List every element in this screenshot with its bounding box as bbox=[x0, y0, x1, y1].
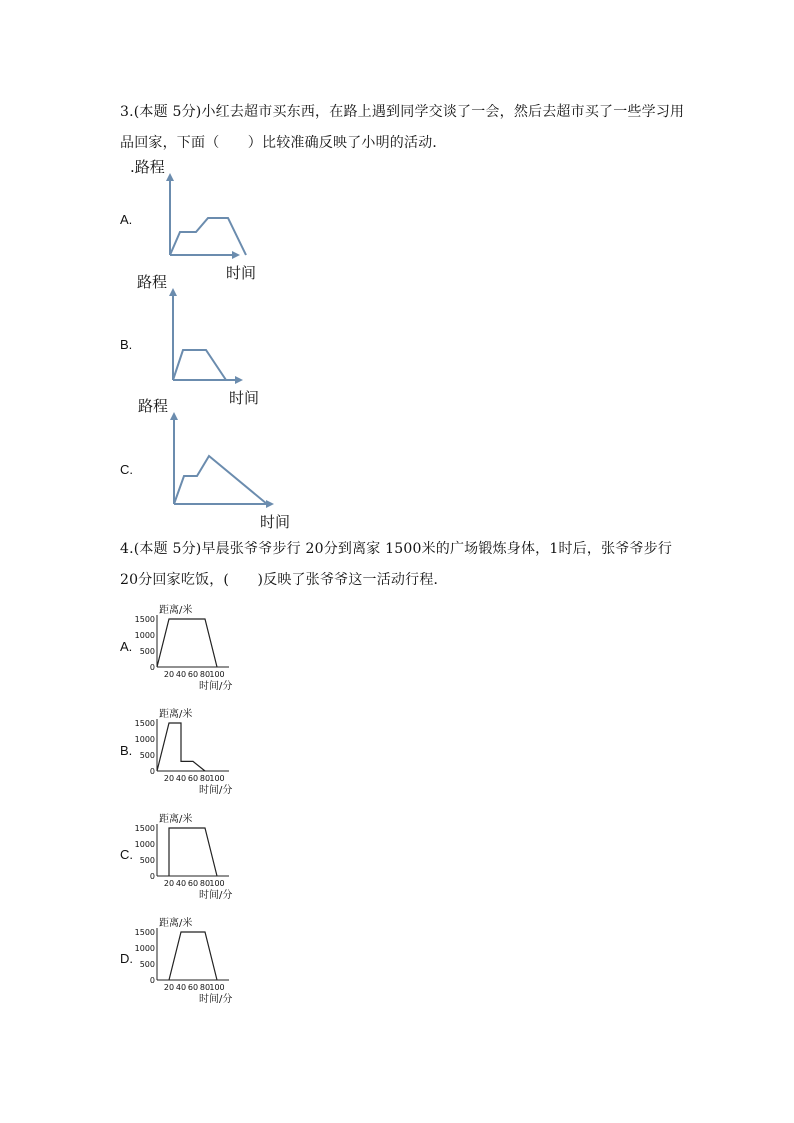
q4-b-series-line bbox=[157, 723, 205, 771]
q4-c-y-tick-1: 1000 bbox=[134, 840, 155, 849]
q4-d-x-tick-3: 80 bbox=[199, 983, 211, 992]
q3-c-series-line bbox=[174, 456, 267, 504]
q4-a-series-line bbox=[157, 619, 217, 667]
q4-b-y-tick-0: 1500 bbox=[134, 719, 155, 728]
q3-c-y-arrow bbox=[170, 412, 178, 420]
q4-b-x-tick-4: 100 bbox=[209, 774, 225, 783]
q3-option-b-label[interactable]: B. bbox=[120, 337, 133, 352]
q4-a-y-tick-2: 500 bbox=[139, 647, 155, 656]
q4-b-y-label: 距离/米 bbox=[159, 709, 193, 720]
q4-c-x-tick-4: 100 bbox=[209, 879, 225, 888]
q4-b-x-label: 时间/分 bbox=[199, 785, 233, 796]
q4-d-x-tick-2: 60 bbox=[187, 983, 199, 992]
q3-c-x-arrow bbox=[266, 500, 274, 508]
q4-a-x-tick-3: 80 bbox=[199, 670, 211, 679]
q4-option-c-label[interactable]: C. bbox=[120, 847, 133, 862]
q4-d-x-tick-4: 100 bbox=[209, 983, 225, 992]
q3-b-x-label: 时间 bbox=[229, 389, 260, 407]
q3-a-x-label: 时间 bbox=[226, 264, 257, 282]
q4-a-y-tick-1: 1000 bbox=[134, 631, 155, 640]
q4-b-y-tick-3: 0 bbox=[149, 767, 155, 776]
q4-c-series-line bbox=[169, 828, 217, 876]
q4-d-x-label: 时间/分 bbox=[199, 994, 233, 1005]
q4-d-y-label: 距离/米 bbox=[159, 918, 193, 929]
q4-d-x-tick-1: 40 bbox=[175, 983, 187, 992]
q3-b-y-arrow bbox=[169, 288, 177, 296]
q4-a-y-tick-3: 0 bbox=[149, 663, 155, 672]
q3-b-x-arrow bbox=[235, 376, 243, 384]
q4-d-series-line bbox=[169, 932, 217, 980]
q3-a-series-line bbox=[170, 218, 246, 255]
q4-d-y-tick-0: 1500 bbox=[134, 928, 155, 937]
q4-option-b-label[interactable]: B. bbox=[120, 743, 133, 758]
q4-d-y-tick-2: 500 bbox=[139, 960, 155, 969]
q4-c-x-tick-1: 40 bbox=[175, 879, 187, 888]
q4-d-y-tick-3: 0 bbox=[149, 976, 155, 985]
q4-c-x-tick-3: 80 bbox=[199, 879, 211, 888]
q3-option-a-label[interactable]: A. bbox=[120, 212, 133, 227]
q4-a-x-tick-1: 40 bbox=[175, 670, 187, 679]
q4-c-y-tick-0: 1500 bbox=[134, 824, 155, 833]
q4-b-x-tick-1: 40 bbox=[175, 774, 187, 783]
q4-a-x-tick-0: 20 bbox=[163, 670, 175, 679]
q4-option-a-label[interactable]: A. bbox=[120, 639, 133, 654]
q4-a-x-tick-4: 100 bbox=[209, 670, 225, 679]
q3-c-x-label: 时间 bbox=[260, 513, 291, 531]
q4-a-y-tick-0: 1500 bbox=[134, 615, 155, 624]
q4-option-d-label[interactable]: D. bbox=[120, 951, 133, 966]
q3-a-y-arrow bbox=[166, 173, 174, 181]
q4-c-x-tick-2: 60 bbox=[187, 879, 199, 888]
q3-b-series-line bbox=[173, 350, 226, 380]
q4-b-y-tick-2: 500 bbox=[139, 751, 155, 760]
question-4-text: 4.(本题 5分)早晨张爷爷步行 20分到离家 1500米的广场锻炼身体，1时后，张爷爷步行 20分回家吃饭，( )反映了张爷爷这一活动行程． bbox=[120, 541, 673, 588]
q4-c-y-tick-3: 0 bbox=[149, 872, 155, 881]
q4-a-y-label: 距离/米 bbox=[159, 605, 193, 616]
q4-a-x-tick-2: 60 bbox=[187, 670, 199, 679]
q4-b-y-tick-1: 1000 bbox=[134, 735, 155, 744]
q4-c-x-label: 时间/分 bbox=[199, 890, 233, 901]
q4-d-y-tick-1: 1000 bbox=[134, 944, 155, 953]
q4-c-y-tick-2: 500 bbox=[139, 856, 155, 865]
q3-a-y-label: .路程 bbox=[130, 158, 165, 176]
q3-c-y-label: 路程 bbox=[138, 397, 169, 415]
q3-option-c-label[interactable]: C. bbox=[120, 462, 133, 477]
question-3-text: 3.(本题 5分)小红去超市买东西，在路上遇到同学交谈了一会，然后去超市买了一些学习用品回家，下面（ ）比较准确反映了小明的活动． bbox=[120, 104, 685, 151]
q3-a-x-arrow bbox=[232, 251, 240, 259]
q4-a-x-label: 时间/分 bbox=[199, 681, 233, 692]
q3-b-y-label: 路程 bbox=[137, 273, 168, 291]
q4-c-y-label: 距离/米 bbox=[159, 814, 193, 825]
q4-d-x-tick-0: 20 bbox=[163, 983, 175, 992]
q4-b-x-tick-2: 60 bbox=[187, 774, 199, 783]
q4-b-x-tick-3: 80 bbox=[199, 774, 211, 783]
q4-b-x-tick-0: 20 bbox=[163, 774, 175, 783]
q4-c-x-tick-0: 20 bbox=[163, 879, 175, 888]
